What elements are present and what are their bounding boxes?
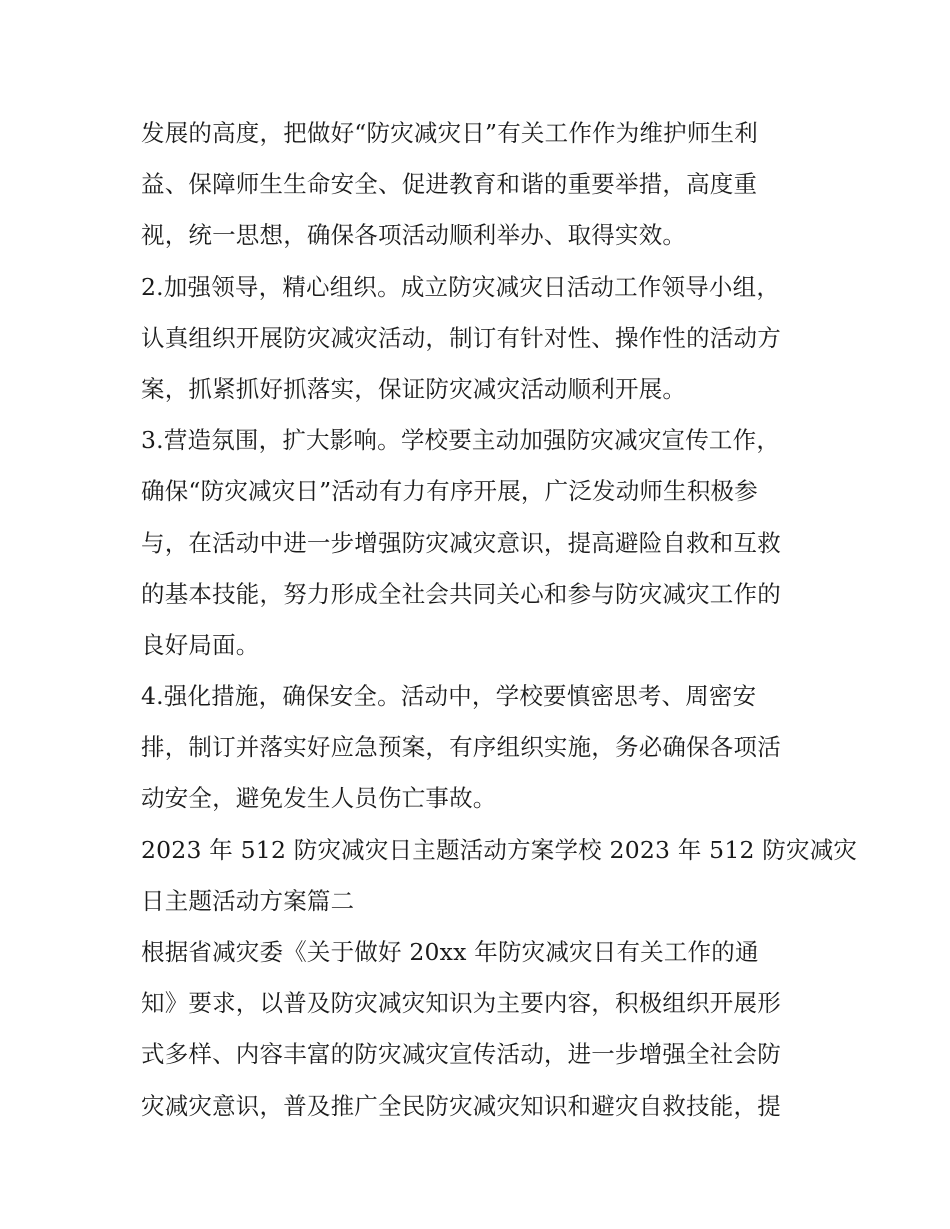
text-line: 排，制订并落实好应急预案，有序组织实施，务必确保各项活 <box>141 733 781 762</box>
text-line: 良好局面。 <box>141 630 260 659</box>
text-line: 视，统一思想，确保各项活动顺利举办、取得实效。 <box>141 221 687 250</box>
text-line: 灾减灾意识，普及推广全民防灾减灾知识和避灾自救技能，提 <box>141 1091 781 1120</box>
text-line: 的基本技能，努力形成全社会共同关心和参与防灾减灾工作的 <box>141 579 781 608</box>
text-line: 与，在活动中进一步增强防灾减灾意识，提高避险自救和互救 <box>141 528 781 557</box>
text-line: 根据省减灾委《关于做好 20xx 年防灾减灾日有关工作的通 <box>141 938 759 966</box>
text-line: 案，抓紧抓好抓落实，保证防灾减灾活动顺利开展。 <box>141 374 687 403</box>
text-line: 知》要求，以普及防灾减灾知识为主要内容，积极组织开展形 <box>141 989 781 1018</box>
text-line: 确保“防灾减灾日”活动有力有序开展，广泛发动师生积极参 <box>141 477 758 506</box>
text-line: 3.营造氛围，扩大影响。学校要主动加强防灾减灾宣传工作， <box>141 426 781 455</box>
text-line: 发展的高度，把做好“防灾减灾日”有关工作作为维护师生利 <box>141 119 758 147</box>
document-body <box>141 108 858 1132</box>
text-line: 益、保障师生生命安全、促进教育和谐的重要举措，高度重 <box>141 170 758 199</box>
text-line: 4.强化措施，确保安全。活动中，学校要慎密思考、周密安 <box>141 682 757 711</box>
text-line: 日主题活动方案篇二 <box>141 886 355 915</box>
text-line: 动安全，避免发生人员伤亡事故。 <box>141 784 497 813</box>
text-line: 式多样、内容丰富的防灾减灾宣传活动，进一步增强全社会防 <box>141 1040 781 1069</box>
text-line: 2023 年 512 防灾减灾日主题活动方案学校 2023 年 512 防灾减灾 <box>141 835 858 864</box>
text-line: 2.加强领导，精心组织。成立防灾减灾日活动工作领导小组， <box>141 272 781 301</box>
text-line: 认真组织开展防灾减灾活动，制订有针对性、操作性的活动方 <box>141 323 781 352</box>
